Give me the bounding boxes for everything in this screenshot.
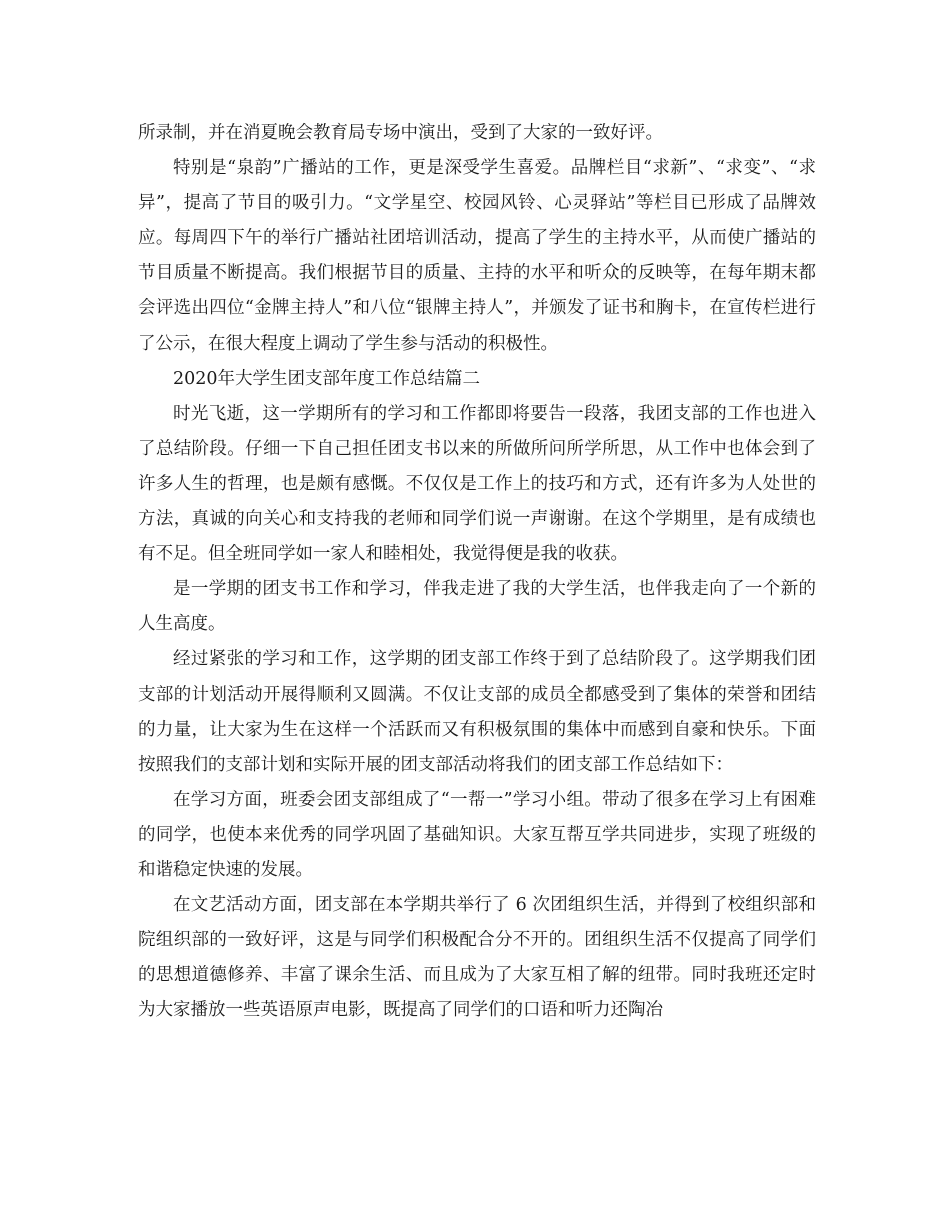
paragraph-intro: 时光飞逝，这一学期所有的学习和工作都即将要告一段落，我团支部的工作也进入了总结阶段。仔细一下自己担任团支书以来的所做所问所学所思，从工作中也体会到了许多人生的哲理，也是颇有感慨。不仅仅是工作上的技巧和方式，还有许多为人处世的方法，真诚的向关心和支持我的老师和同学们说一声谢谢。在这个学期里，是有成绩也有不足。但全班同学如一家人和睦相处，我觉得便是我的收获。 (138, 403, 816, 565)
paragraph-broadcast-station: 特别是“泉韵”广播站的工作，更是深受学生喜爱。品牌栏目“求新”、“求变”、“求异”，提高了节目的吸引力。“文学星空、校园风铃、心灵驿站”等栏目已形成了品牌效应。每周四下午的举行广播站社团培训活动，提高了学生的主持水平，从而使广播站的节目质量不断提高。我们根据节目的质量、主持的水平和听众的反映等，在每年期末都会评选出四位“金牌主持人”和八位“银牌主持人”，并颁发了证书和胸卡，在宣传栏进行了公示，在很大程度上调动了学生参与活动的积极性。 (138, 158, 816, 354)
paragraph-arts-activities: 在文艺活动方面，团支部在本学期共举行了 6 次团组织生活，并得到了校组织部和院组织部的一致好评，这是与同学们积极配合分不开的。团组织生活不仅提高了同学们的思想道德修养、丰富了课余生活、而且成为了大家互相了解的纽带。同时我班还定时为大家播放一些英语原声电影，既提高了同学们的口语和听力还陶冶 (138, 895, 816, 1021)
paragraph-continued: 所录制，并在消夏晚会教育局专场中演出，受到了大家的一致好评。 (138, 123, 663, 143)
section-title: 2020年大学生团支部年度工作总结篇二 (173, 368, 481, 389)
paragraph-study: 在学习方面，班委会团支部组成了“一帮一”学习小组。带动了很多在学习上有困难的同学，也使本来优秀的同学巩固了基础知识。大家互帮互学共同进步，实现了班级的和谐稳定快速的发展。 (138, 789, 816, 880)
paragraph-new-height: 是一学期的团支书工作和学习，伴我走进了我的大学生活，也伴我走向了一个新的人生高度。 (138, 579, 816, 635)
document-body (138, 116, 816, 1028)
paragraph-summary-stage: 经过紧张的学习和工作，这学期的团支部工作终于到了总结阶段了。这学期我们团支部的计划活动开展得顺利又圆满。不仅让支部的成员全都感受到了集体的荣誉和团结的力量，让大家为生在这样一个活跃而又有积极氛围的集体中而感到自豪和快乐。下面按照我们的支部计划和实际开展的团支部活动将我们的团支部工作总结如下： (138, 649, 816, 775)
